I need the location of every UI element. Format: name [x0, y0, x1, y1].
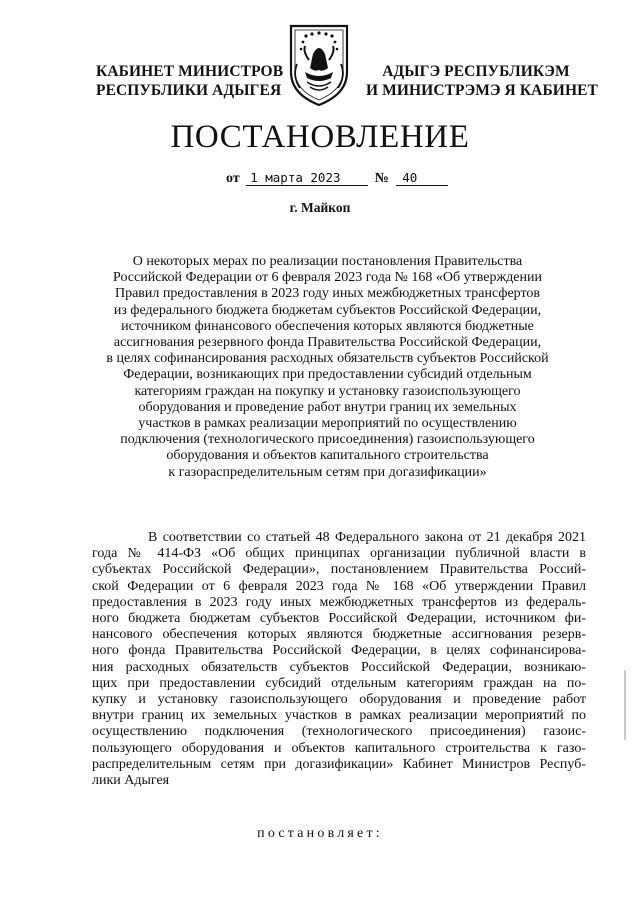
scan-margin-mark	[624, 670, 626, 740]
body-line: пользующего оборудования и объектов капитального строительства к газо-	[92, 740, 586, 756]
subject-line: оборудования и объектов капитального строительства	[166, 448, 489, 464]
resolution-word: постановляет:	[257, 826, 383, 841]
date-number-line	[226, 170, 448, 187]
body-line: осуществлению подключения (технологического присоединения) газоис-	[92, 724, 586, 740]
body-line: года № 414-ФЗ «Об общих принципах организации публичной власти в	[92, 546, 586, 562]
body-line: щих при предоставлении субсидий отдельным категориям граждан на по-	[92, 675, 586, 691]
date-field: 1 марта 2023	[246, 170, 368, 186]
subject-line: подключения (технологического присоединения) газоиспользующего	[120, 432, 535, 448]
subject-line: из федерального бюджета бюджетам субъектов Российской Федерации,	[113, 302, 542, 318]
subject-line: ассигнования резервного фонда Правительства Российской Федерации,	[113, 335, 542, 351]
document-subject	[90, 254, 565, 481]
body-line: купку и установку газоиспользующего оборудования и проведение работ	[92, 692, 586, 708]
body-line: ния расходных обязательств субъектов Российской Федерации, возникаю-	[92, 659, 586, 675]
body-paragraph	[92, 530, 586, 789]
body-line: В соответствии со статьей 48 Федерального закона от 21 декабря 2021	[148, 530, 586, 545]
issuer-line: РЕСПУБЛИКИ АДЫГЕЯ	[96, 82, 282, 99]
body-line: распределительным сетям при догазификации» Кабинет Министров Респуб-	[92, 756, 586, 772]
date-label: от	[226, 171, 240, 186]
city-name: г. Майкоп	[289, 200, 351, 215]
body-line: предоставления в 2023 году иных межбюджетных трансфертов из федераль-	[92, 594, 586, 610]
subject-line: к газораспределительным сетям при догазификации»	[168, 464, 487, 480]
body-line: ного фонда Правительства Российской Федерации, в целях софинансирова-	[92, 643, 586, 659]
issuer-name-adyghe	[366, 62, 598, 100]
body-line: субъектах Российской Федерации», постановлением Правительства Россий-	[92, 562, 586, 578]
issuer-line: И МИНИСТРЭМЭ Я КАБИНЕТ	[366, 82, 598, 99]
subject-line: Российской Федерации от 6 февраля 2023 года № 168 «Об утверждении	[113, 270, 542, 286]
issuer-line: КАБИНЕТ МИНИСТРОВ	[96, 63, 284, 80]
subject-line: Федерации, возникающих при предоставлении субсидий отдельным	[123, 367, 532, 383]
subject-line: участков в рамках реализации мероприятий по осуществлению	[138, 416, 517, 432]
document-title: ПОСТАНОВЛЕНИЕ	[170, 119, 470, 155]
number-label: №	[374, 171, 389, 186]
body-line: лики Адыгея	[92, 773, 170, 789]
subject-line: в целях софинансирования расходных обязательств субъектов Российской	[106, 351, 549, 367]
subject-line: О некоторых мерах по реализации постановления Правительства	[132, 254, 523, 269]
subject-line: категориям граждан на покупку и установку газоиспользующего	[134, 383, 521, 399]
subject-line: источником финансового обеспечения которых являются бюджетные	[121, 318, 534, 334]
body-line: внутри границ их земельных участков в рамках реализации мероприятий по	[92, 708, 586, 724]
issuer-line: АДЫГЭ РЕСПУБЛИКЭМ	[382, 63, 570, 80]
subject-line: оборудования и проведение работ внутри границ их земельных	[138, 399, 517, 415]
body-line: ской Федерации от 6 февраля 2023 года № 168 «Об утверждении Правил	[92, 578, 586, 594]
body-line: нансового обеспечения которых являются бюджетные ассигнования резерв-	[92, 627, 586, 643]
number-field: 40	[396, 170, 448, 186]
body-line: ного бюджета бюджетам субъектов Российской Федерации, источником фи-	[92, 611, 586, 627]
issuer-name-russian	[96, 62, 284, 100]
coat-of-arms-icon	[283, 20, 355, 108]
subject-line: Правил предоставления в 2023 году иных межбюджетных трансфертов	[114, 286, 541, 302]
